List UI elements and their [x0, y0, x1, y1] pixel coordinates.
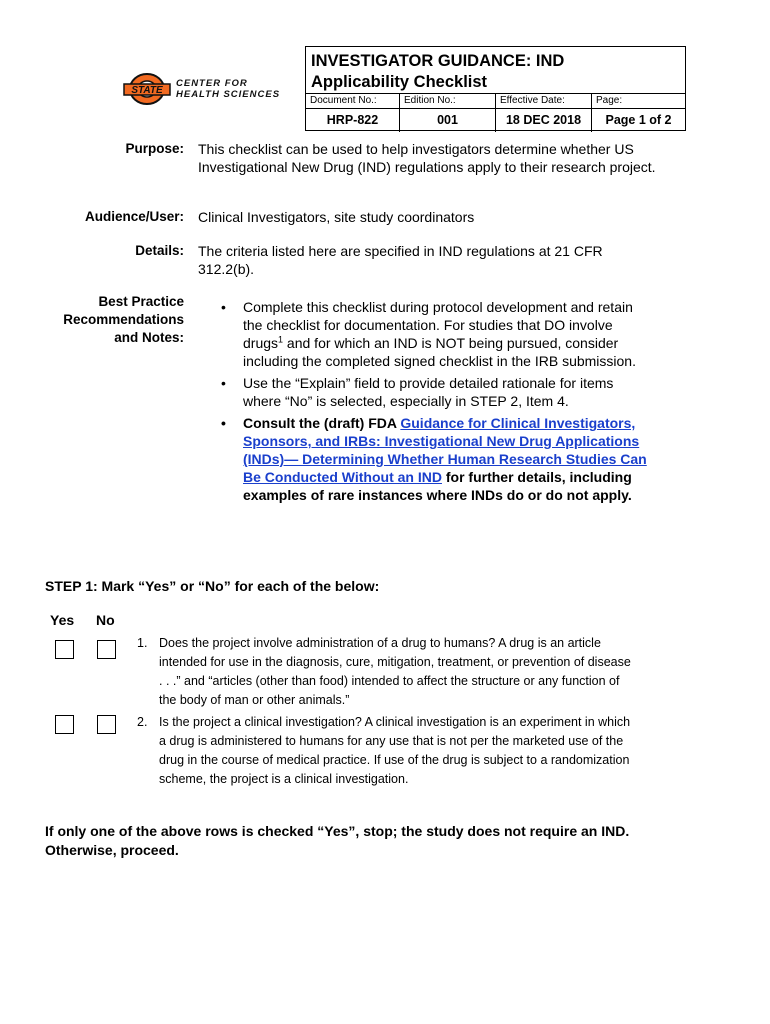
- question-1: [137, 634, 637, 710]
- edition-value: 001: [400, 109, 496, 132]
- bp-item-1-text-a: Complete this checklist during protocol development and retain the checklist for documentation. For studies that DO involve drugs: [243, 299, 633, 351]
- bp-label-line3: and Notes:: [114, 330, 184, 345]
- best-practice-label: [63, 293, 184, 347]
- logo-line1: CENTER FOR: [176, 78, 248, 89]
- yes-column-label: Yes: [50, 612, 75, 628]
- bp-item-3-text-b: for further details, including examples of rare instances where INDs do or do not apply.: [243, 469, 632, 503]
- details-label: Details:: [135, 243, 184, 258]
- bp-item-1-text-b: and for which an IND is NOT being pursued, consider including the completed signed checklist in the IRB submission.: [243, 335, 636, 369]
- document-title: [311, 51, 564, 93]
- osu-badge-icon: [122, 72, 172, 106]
- bp-item-2: [221, 374, 651, 410]
- document-header: [305, 46, 686, 131]
- title-line1: INVESTIGATOR GUIDANCE: IND: [311, 52, 565, 70]
- best-practice-list: [221, 298, 651, 508]
- final-line2: Otherwise, proceed.: [45, 842, 179, 858]
- fda-guidance-link[interactable]: Guidance for Clinical Investigators, Sponsors, and IRBs: Investigational New Drug Applications (INDs)— Determining Whether Human Research Studies Can Be Conducted Without an IND: [243, 415, 647, 485]
- q1-no-checkbox[interactable]: [97, 640, 116, 659]
- final-instruction: [45, 822, 725, 860]
- no-column-label: No: [96, 612, 115, 628]
- bp-label-line2: Recommendations: [63, 312, 184, 327]
- bp-label-line1: Best Practice: [98, 294, 184, 309]
- purpose-text: This checklist can be used to help investigators determine whether US Investigational New Drug (IND) regulations apply to their research project.: [198, 141, 656, 175]
- details-text: The criteria listed here are specified in IND regulations at 21 CFR 312.2(b).: [198, 243, 603, 277]
- doc-no-value: HRP-822: [306, 109, 400, 132]
- q2-no-checkbox[interactable]: [97, 715, 116, 734]
- question-1-text: Does the project involve administration of a drug to humans? A drug is an article intended for use in the diagnosis, cure, mitigation, treatment, or prevention of disease . . .” and “articles (other than food) intended to affect the structure or any function of the body of man or other animals.”: [159, 636, 631, 707]
- bp-item-1: [221, 298, 651, 370]
- audience-text: Clinical Investigators, site study coordinators: [198, 209, 475, 225]
- purpose-label: Purpose:: [125, 141, 184, 156]
- audience-label: Audience/User:: [84, 209, 184, 224]
- effective-date-label: Effective Date:: [496, 94, 592, 109]
- header-value-row: [306, 108, 685, 132]
- final-line1: If only one of the above rows is checked “Yes”, stop; the study does not require an IND.: [45, 823, 630, 839]
- doc-no-label: Document No.:: [306, 94, 400, 109]
- edition-label: Edition No.:: [400, 94, 496, 109]
- q2-yes-checkbox[interactable]: [55, 715, 74, 734]
- bp-item-3-text-a: Consult the (draft) FDA: [243, 415, 401, 431]
- question-2-text: Is the project a clinical investigation? A clinical investigation is an experiment in which a drug is administered to humans for any use that is not per the marketed use of the drug in the course of medical practice. If use of the drug is subject to a randomization scheme, the project is a clinical investigation.: [159, 715, 631, 786]
- logo-badge-text: STATE: [131, 85, 163, 96]
- logo-line2: HEALTH SCIENCES: [176, 89, 281, 100]
- step1-heading: STEP 1: Mark “Yes” or “No” for each of the below:: [45, 578, 380, 594]
- header-label-row: [306, 93, 685, 109]
- footnote-marker: 1: [278, 334, 284, 345]
- bp-item-2-text: Use the “Explain” field to provide detailed rationale for items where “No” is selected, especially in STEP 2, Item 4.: [243, 375, 614, 409]
- osu-logo: [122, 72, 172, 111]
- question-2-number: 2.: [137, 715, 148, 729]
- effective-date-value: 18 DEC 2018: [496, 109, 592, 132]
- page-label: Page:: [596, 95, 623, 106]
- q1-yes-checkbox[interactable]: [55, 640, 74, 659]
- page-value: Page 1 of 2: [605, 113, 672, 127]
- logo-wordmark: [176, 78, 280, 100]
- bp-item-3: [221, 414, 651, 504]
- question-1-number: 1.: [137, 636, 148, 650]
- question-2: [137, 713, 637, 789]
- title-line2: Applicability Checklist: [311, 73, 488, 91]
